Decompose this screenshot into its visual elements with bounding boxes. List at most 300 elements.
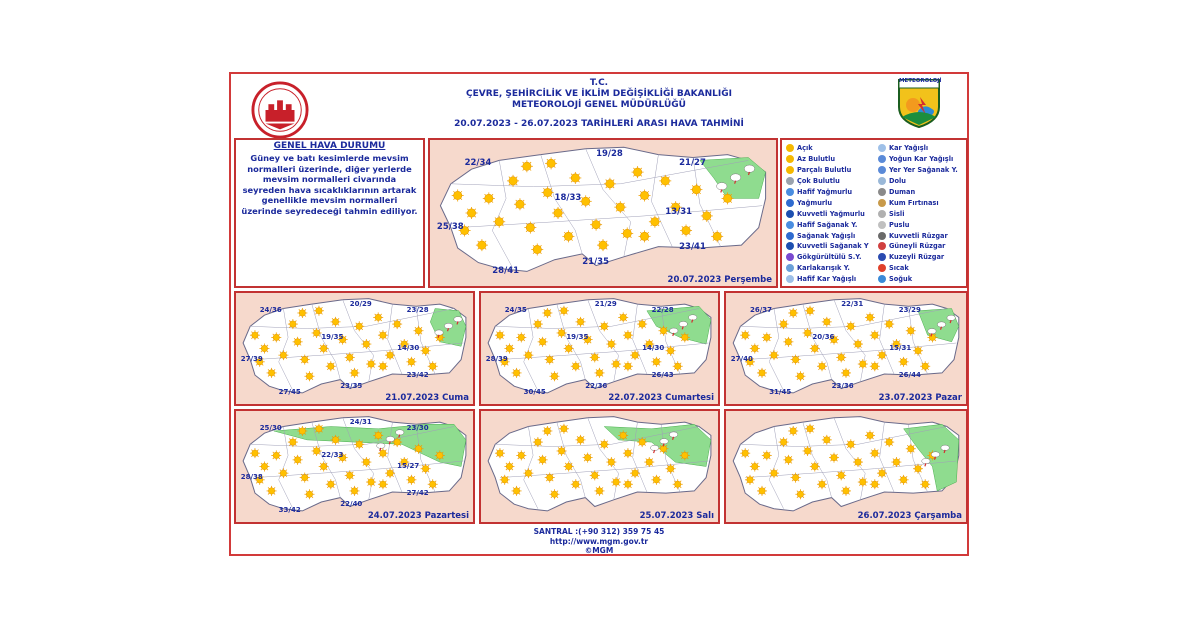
legend-symbol-icon xyxy=(878,210,886,218)
sun-icon xyxy=(757,486,767,496)
sun-icon xyxy=(762,450,772,460)
temperature-label: 31/45 xyxy=(769,388,792,397)
sun-icon xyxy=(618,312,628,322)
legend-item xyxy=(786,197,869,208)
sun-icon xyxy=(271,450,281,460)
sun-icon xyxy=(750,344,760,354)
sun-icon xyxy=(483,192,495,204)
legend-symbol-icon xyxy=(878,155,886,163)
temperature-label: 28/41 xyxy=(492,265,520,276)
sun-icon xyxy=(354,439,364,449)
legend-symbol-icon xyxy=(786,253,794,261)
sun-icon xyxy=(870,479,880,489)
legend-item xyxy=(878,219,958,230)
legend-symbol-icon xyxy=(786,166,794,174)
header-ministry: ÇEVRE, ŞEHİRCİLİK VE İKLİM DEĞİŞİKLİĞİ BAKANLIĞI xyxy=(466,89,732,99)
sun-icon xyxy=(762,332,772,342)
sun-icon xyxy=(590,352,600,362)
header-date-range: 20.07.2023 - 26.07.2023 TARİHLERİ ARASI HAVA TAHMİNİ xyxy=(454,119,744,129)
legend-item xyxy=(786,143,869,154)
sun-icon xyxy=(538,337,548,347)
sun-icon xyxy=(583,453,593,463)
legend-symbol-icon xyxy=(786,144,794,152)
sun-icon xyxy=(783,455,793,465)
map-date-label: 21.07.2023 Cuma xyxy=(385,393,469,403)
legend-item xyxy=(786,165,869,176)
legend-symbol-icon xyxy=(786,188,794,196)
sun-icon xyxy=(810,462,820,472)
sun-icon xyxy=(779,319,789,329)
temperature-label: 22/40 xyxy=(340,499,363,508)
footer-copyright: ©MGM xyxy=(584,546,614,555)
sun-icon xyxy=(278,350,288,360)
sun-icon xyxy=(740,330,750,340)
legend-item xyxy=(878,197,958,208)
sun-icon xyxy=(673,479,683,489)
temperature-label: 20/29 xyxy=(349,299,372,308)
legend-item xyxy=(878,187,958,198)
temperature-label: 30/45 xyxy=(523,388,546,397)
sun-icon xyxy=(538,455,548,465)
sun-icon xyxy=(649,216,661,228)
sun-icon xyxy=(621,227,633,239)
sun-icon xyxy=(312,328,322,338)
sun-icon xyxy=(476,239,488,251)
temperature-label: 20/36 xyxy=(812,332,835,341)
legend-label: Kar Yağışlı xyxy=(889,144,929,153)
sun-icon xyxy=(841,486,851,496)
legend-symbol-icon xyxy=(786,177,794,185)
sun-icon xyxy=(504,462,514,472)
legend-label: Gökgürültülü S.Y. xyxy=(797,253,862,262)
meteoroloji-badge xyxy=(896,77,942,129)
temperature-label: 21/27 xyxy=(679,157,706,168)
legend-item xyxy=(878,230,958,241)
temperature-label: 27/39 xyxy=(240,355,263,364)
sun-icon xyxy=(666,464,676,474)
sun-icon xyxy=(267,368,277,378)
sun-icon xyxy=(604,178,616,190)
temperature-label: 18/33 xyxy=(554,192,582,203)
sun-icon xyxy=(507,175,519,187)
sun-icon xyxy=(297,426,307,436)
sun-icon xyxy=(865,430,875,440)
legend-item xyxy=(786,176,869,187)
sun-icon xyxy=(884,319,894,329)
temperature-label: 22/33 xyxy=(321,450,344,459)
sun-icon xyxy=(673,361,683,371)
map-day-7 xyxy=(724,409,968,524)
legend-label: Kum Fırtınası xyxy=(889,198,939,207)
legend-box xyxy=(780,138,968,288)
sun-icon xyxy=(428,479,438,489)
map-day-6 xyxy=(479,409,720,524)
header-directorate: METEOROLOJİ GENEL MÜDÜRLÜĞÜ xyxy=(512,100,686,110)
sun-icon xyxy=(651,357,661,367)
sun-icon xyxy=(757,368,767,378)
badge-label: METEOROLOJİ xyxy=(899,78,942,84)
sun-icon xyxy=(512,368,522,378)
temperature-label: 24/31 xyxy=(349,417,372,426)
sun-icon xyxy=(545,157,557,169)
legend-item xyxy=(786,274,869,285)
sun-icon xyxy=(350,368,360,378)
sun-icon xyxy=(651,475,661,485)
sun-icon xyxy=(769,468,779,478)
legend-label: Az Bulutlu xyxy=(797,155,836,164)
sun-icon xyxy=(576,317,586,327)
legend-label: Sağanak Yağışlı xyxy=(797,231,856,240)
sun-icon xyxy=(366,477,376,487)
sun-icon xyxy=(899,475,909,485)
temperature-label: 19/35 xyxy=(566,332,589,341)
map-day-4 xyxy=(724,291,968,406)
temperature-label: 24/36 xyxy=(259,306,282,315)
sun-icon xyxy=(595,368,605,378)
sun-icon xyxy=(300,355,310,365)
temperature-label: 25/30 xyxy=(259,424,282,433)
sun-icon xyxy=(637,319,647,329)
sun-icon xyxy=(531,244,543,256)
map-date-label: 24.07.2023 Pazartesi xyxy=(367,511,469,521)
temperature-label: 13/31 xyxy=(665,207,693,218)
sun-icon xyxy=(559,306,569,316)
sun-icon xyxy=(836,352,846,362)
sun-icon xyxy=(361,339,371,349)
sun-icon xyxy=(858,477,868,487)
sun-icon xyxy=(795,489,805,499)
legend-symbol-icon xyxy=(878,242,886,250)
sun-icon xyxy=(846,439,856,449)
legend-symbol-icon xyxy=(878,144,886,152)
legend-item xyxy=(878,263,958,274)
sun-icon xyxy=(533,437,543,447)
temperature-label: 21/29 xyxy=(594,299,617,308)
sun-icon xyxy=(516,332,526,342)
sun-icon xyxy=(319,344,329,354)
legend-item xyxy=(786,154,869,165)
sun-icon xyxy=(623,448,633,458)
general-weather-box xyxy=(234,138,425,288)
sun-icon xyxy=(870,448,880,458)
map-day-3 xyxy=(479,291,720,406)
sun-icon xyxy=(740,448,750,458)
sun-icon xyxy=(722,192,734,204)
sun-icon xyxy=(304,371,314,381)
legend-symbol-icon xyxy=(878,253,886,261)
legend-item xyxy=(786,187,869,198)
legend-label: Kuvvetli Yağmurlu xyxy=(797,209,865,218)
sun-icon xyxy=(278,468,288,478)
sun-icon xyxy=(542,426,552,436)
sun-icon xyxy=(549,371,559,381)
temperature-label: 24/35 xyxy=(504,306,527,315)
temperature-label: 33/42 xyxy=(278,506,301,515)
sun-icon xyxy=(331,435,341,445)
legend-label: Hafif Kar Yağışlı xyxy=(797,275,857,284)
sun-icon xyxy=(788,426,798,436)
sun-icon xyxy=(331,317,341,327)
sun-icon xyxy=(571,479,581,489)
sun-icon xyxy=(564,344,574,354)
sun-icon xyxy=(841,368,851,378)
turkey-map xyxy=(726,411,966,522)
sun-icon xyxy=(630,468,640,478)
temperature-label: 23/42 xyxy=(406,370,429,379)
map-date-label: 22.07.2023 Cumartesi xyxy=(608,393,714,403)
sun-icon xyxy=(810,344,820,354)
sun-icon xyxy=(877,350,887,360)
legend-label: Açık xyxy=(797,144,813,153)
sun-icon xyxy=(557,446,567,456)
sun-icon xyxy=(611,359,621,369)
temperature-label: 27/45 xyxy=(278,388,301,397)
temperature-label: 15/27 xyxy=(397,462,420,471)
temperature-label: 23/30 xyxy=(406,424,429,433)
sun-icon xyxy=(803,328,813,338)
legend-symbol-icon xyxy=(786,264,794,272)
sun-icon xyxy=(920,479,930,489)
legend-symbol-icon xyxy=(878,221,886,229)
legend-label: Hafif Yağmurlu xyxy=(797,188,853,196)
sun-icon xyxy=(250,448,260,458)
sun-icon xyxy=(542,187,554,199)
legend-label: Parçalı Bulutlu xyxy=(797,166,852,175)
sun-icon xyxy=(378,330,388,340)
sun-icon xyxy=(549,489,559,499)
sun-icon xyxy=(413,326,423,336)
sun-icon xyxy=(750,462,760,472)
sun-icon xyxy=(836,470,846,480)
sun-icon xyxy=(870,361,880,371)
sun-icon xyxy=(421,346,431,356)
legend-item xyxy=(878,208,958,219)
legend-item xyxy=(878,143,958,154)
sun-icon xyxy=(495,448,505,458)
sun-icon xyxy=(523,350,533,360)
map-date-label: 26.07.2023 Çarşamba xyxy=(857,511,962,521)
sun-icon xyxy=(326,361,336,371)
sun-icon xyxy=(666,346,676,356)
sun-icon xyxy=(300,473,310,483)
sun-icon xyxy=(495,330,505,340)
sun-icon xyxy=(611,477,621,487)
sun-icon xyxy=(552,207,564,219)
sun-icon xyxy=(817,479,827,489)
forecast-sheet xyxy=(229,72,969,556)
sun-icon xyxy=(516,450,526,460)
sun-icon xyxy=(632,166,644,178)
sun-icon xyxy=(571,361,581,371)
sun-icon xyxy=(500,475,510,485)
legend-item xyxy=(786,241,869,252)
sun-icon xyxy=(659,175,671,187)
legend-item xyxy=(878,274,958,285)
temperature-label: 19/28 xyxy=(596,148,623,159)
sun-icon xyxy=(783,337,793,347)
legend-symbol-icon xyxy=(786,199,794,207)
legend-label: Soğuk xyxy=(889,275,913,284)
sun-icon xyxy=(791,355,801,365)
sun-icon xyxy=(304,489,314,499)
sun-icon xyxy=(580,195,592,207)
temperature-label: 23/41 xyxy=(679,242,706,253)
sun-icon xyxy=(413,444,423,454)
sun-icon xyxy=(288,437,298,447)
sun-icon xyxy=(452,189,464,201)
sun-icon xyxy=(891,457,901,467)
legend-item xyxy=(786,230,869,241)
sun-icon xyxy=(817,361,827,371)
legend-right-column xyxy=(878,143,958,285)
temperature-label: 23/35 xyxy=(340,381,363,390)
sun-icon xyxy=(545,355,555,365)
sun-icon xyxy=(630,350,640,360)
temperature-label: 23/29 xyxy=(898,306,921,315)
sun-icon xyxy=(606,457,616,467)
sun-icon xyxy=(314,424,324,434)
legend-label: Puslu xyxy=(889,220,910,229)
sun-icon xyxy=(680,332,690,342)
sun-icon xyxy=(366,359,376,369)
sun-icon xyxy=(639,189,651,201)
sun-icon xyxy=(690,184,702,196)
temperature-label: 22/31 xyxy=(841,299,864,308)
sun-icon xyxy=(853,457,863,467)
sun-icon xyxy=(557,328,567,338)
temperature-label: 23/28 xyxy=(406,306,429,315)
map-date-label: 23.07.2023 Pazar xyxy=(878,393,962,403)
sun-icon xyxy=(680,450,690,460)
sun-icon xyxy=(884,437,894,447)
legend-label: Sıcak xyxy=(889,264,909,273)
sun-icon xyxy=(521,160,533,172)
legend-label: Kuzeyli Rüzgar xyxy=(889,253,945,262)
sun-icon xyxy=(913,464,923,474)
legend-label: Duman xyxy=(889,188,916,196)
sun-icon xyxy=(569,172,581,184)
sun-icon xyxy=(599,321,609,331)
legend-symbol-icon xyxy=(878,166,886,174)
sun-icon xyxy=(822,435,832,445)
legend-symbol-icon xyxy=(878,275,886,283)
temperature-label: 15/31 xyxy=(889,344,912,353)
sun-icon xyxy=(606,339,616,349)
sun-icon xyxy=(590,470,600,480)
sun-icon xyxy=(512,486,522,496)
legend-item xyxy=(786,208,869,219)
sun-icon xyxy=(314,306,324,316)
sun-icon xyxy=(795,371,805,381)
sun-icon xyxy=(312,446,322,456)
sun-icon xyxy=(373,430,383,440)
sun-icon xyxy=(906,444,916,454)
temperature-label: 26/37 xyxy=(750,306,773,315)
sun-icon xyxy=(701,210,713,222)
legend-item xyxy=(786,263,869,274)
legend-symbol-icon xyxy=(878,232,886,240)
sun-icon xyxy=(288,319,298,329)
sun-icon xyxy=(354,321,364,331)
map-date-label: 25.07.2023 Salı xyxy=(639,511,714,521)
map-day-2 xyxy=(234,291,475,406)
legend-label: Kuvvetli Rüzgar xyxy=(889,231,948,240)
sun-icon xyxy=(805,306,815,316)
legend-symbol-icon xyxy=(786,275,794,283)
temperature-label: 27/40 xyxy=(730,355,753,364)
legend-label: Yoğun Kar Yağışlı xyxy=(889,155,954,164)
sun-icon xyxy=(769,350,779,360)
sun-icon xyxy=(545,473,555,483)
legend-label: Yağmurlu xyxy=(797,198,833,207)
footer-phone: SANTRAL :(+90 312) 359 75 45 xyxy=(533,527,665,536)
temperature-label: 25/38 xyxy=(436,221,464,232)
legend-symbol-icon xyxy=(878,177,886,185)
sun-icon xyxy=(791,473,801,483)
general-weather-text: Güney ve batı kesimlerde mevsim normalleri üzerinde, diğer yerlerde mevsim normalleri civarında seyreden hava sıcaklıklarının artarak genellikle mevsim normalleri üzerinde seyredeceği tahmin ediliyor. xyxy=(241,153,418,216)
sun-icon xyxy=(297,308,307,318)
sun-icon xyxy=(559,424,569,434)
sun-icon xyxy=(361,457,371,467)
sun-icon xyxy=(293,455,303,465)
sun-icon xyxy=(428,361,438,371)
legend-symbol-icon xyxy=(878,199,886,207)
temperature-label: 26/44 xyxy=(898,370,921,379)
legend-label: Karlakarışık Y. xyxy=(797,264,850,273)
sun-icon xyxy=(599,439,609,449)
sun-icon xyxy=(595,486,605,496)
sun-icon xyxy=(267,486,277,496)
sun-icon xyxy=(271,332,281,342)
legend-label: Hafif Sağanak Y. xyxy=(797,220,858,229)
temperature-label: 21/35 xyxy=(582,256,609,267)
sun-icon xyxy=(504,344,514,354)
sun-icon xyxy=(385,468,395,478)
sun-icon xyxy=(378,448,388,458)
temperature-label: 28/38 xyxy=(240,473,263,482)
sun-icon xyxy=(853,339,863,349)
sun-icon xyxy=(644,457,654,467)
legend-left-column xyxy=(786,143,869,285)
sun-icon xyxy=(435,450,445,460)
legend-item xyxy=(878,176,958,187)
sun-icon xyxy=(259,344,269,354)
legend-item xyxy=(786,252,869,263)
general-weather-title: GENEL HAVA DURUMU xyxy=(273,141,386,151)
sun-icon xyxy=(562,230,574,242)
legend-symbol-icon xyxy=(878,188,886,196)
sun-icon xyxy=(865,312,875,322)
sun-icon xyxy=(466,207,478,219)
sun-icon xyxy=(680,225,692,237)
temperature-label: 22/36 xyxy=(585,381,608,390)
legend-item xyxy=(878,165,958,176)
sun-icon xyxy=(493,216,505,228)
sun-icon xyxy=(658,326,668,336)
sun-icon xyxy=(623,330,633,340)
legend-item xyxy=(878,241,958,252)
sun-icon xyxy=(805,424,815,434)
sun-icon xyxy=(406,475,416,485)
legend-label: Güneyli Rüzgar xyxy=(889,242,946,251)
sun-icon xyxy=(514,198,526,210)
footer-url[interactable]: http://www.mgm.gov.tr xyxy=(549,537,649,546)
sun-icon xyxy=(877,468,887,478)
header-line-tc: T.C. xyxy=(589,78,609,88)
map-day-1 xyxy=(428,138,778,288)
sun-icon xyxy=(618,430,628,440)
sun-icon xyxy=(523,468,533,478)
